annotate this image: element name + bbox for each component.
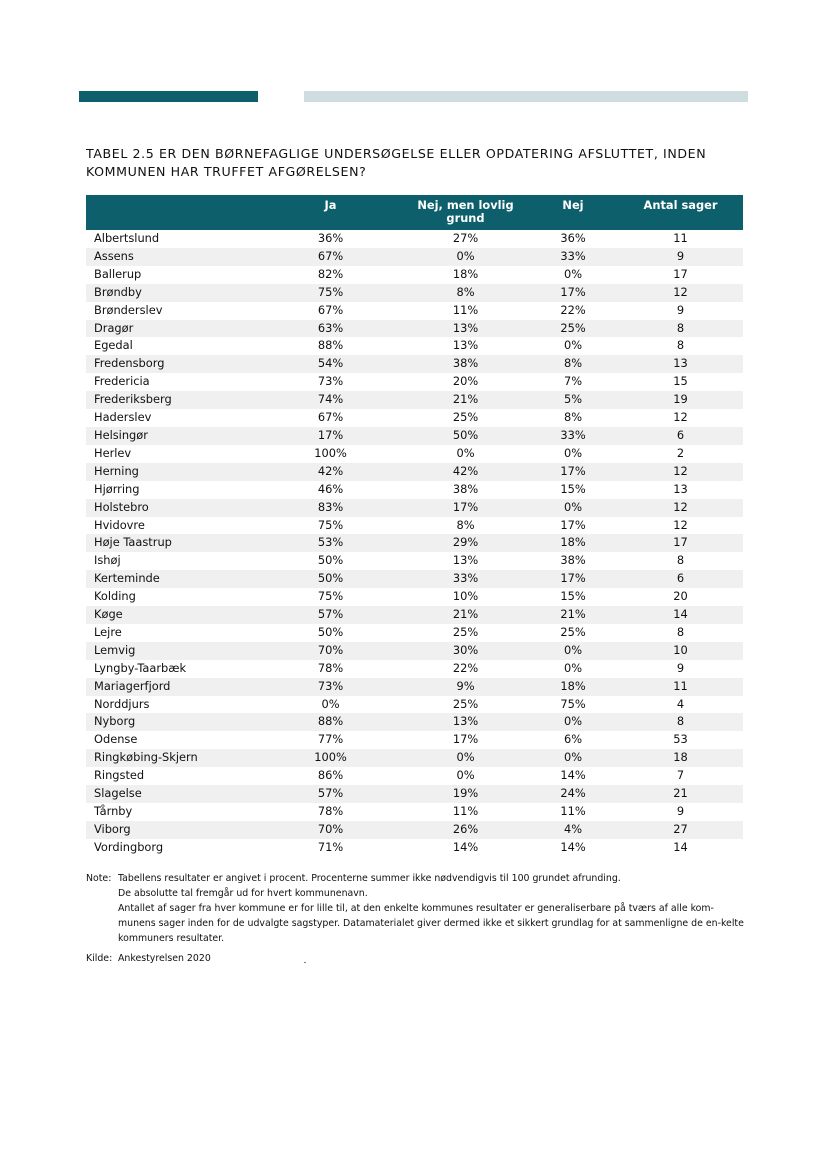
ja-cell: 100% [314, 445, 347, 460]
nej-lovlig-cell: 25% [452, 410, 479, 425]
antal-cell: 15 [673, 374, 688, 389]
results-table [86, 195, 743, 857]
municipality-cell: Mariagerfjord [86, 678, 258, 696]
table-row [86, 302, 743, 320]
nej-cell: 0% [528, 499, 618, 517]
ja-cell: 74% [258, 391, 403, 409]
table-row [86, 588, 743, 606]
nej-cell: 75% [560, 696, 586, 711]
municipality-cell: Nyborg [86, 713, 258, 731]
antal-cell: 8 [618, 320, 743, 338]
ja-cell: 50% [258, 570, 403, 588]
table-row [86, 696, 743, 714]
table-row [86, 481, 743, 499]
municipality-cell: Hvidovre [94, 517, 145, 532]
antal-cell: 12 [673, 410, 688, 425]
table-row [86, 391, 743, 409]
nej-cell: 25% [528, 320, 618, 338]
nej-cell: 18% [528, 534, 618, 552]
nej-lovlig-cell: 17% [403, 499, 528, 517]
table-row [86, 499, 743, 517]
antal-cell: 8 [676, 338, 685, 353]
ja-cell: 50% [317, 624, 344, 639]
table-row [86, 839, 743, 857]
municipality-cell: Odense [94, 732, 138, 747]
ja-cell: 42% [258, 463, 403, 481]
table-row [86, 445, 743, 463]
table-title-line: TABEL 2.5 ER DEN BØRNEFAGLIGE UNDERSØGELSE ELLER OPDATERING AFSLUTTET, INDEN [86, 146, 707, 161]
antal-cell: 17 [618, 534, 743, 552]
nej-lovlig-cell: 26% [403, 821, 528, 839]
municipality-cell: Holstebro [86, 499, 258, 517]
nej-cell: 22% [560, 302, 586, 317]
nej-lovlig-cell: 13% [452, 553, 479, 568]
table-row [86, 427, 743, 445]
table-row [86, 642, 743, 660]
municipality-cell: Kerteminde [86, 570, 258, 588]
antal-cell: 14 [618, 606, 743, 624]
antal-cell: 11 [618, 678, 743, 696]
antal-cell: 13 [673, 481, 688, 496]
antal-cell: 27 [618, 821, 743, 839]
header-ja: Ja [258, 195, 403, 230]
nej-cell: 17% [528, 284, 618, 302]
nej-lovlig-cell: 29% [403, 534, 528, 552]
nej-cell: 24% [528, 785, 618, 803]
antal-cell: 9 [618, 248, 743, 266]
ja-cell: 63% [258, 320, 403, 338]
antal-cell: 7 [676, 768, 685, 783]
nej-lovlig-cell: 13% [403, 320, 528, 338]
nej-lovlig-cell: 11% [452, 804, 479, 818]
table-row [86, 373, 743, 391]
antal-cell: 13 [618, 355, 743, 373]
table-row [86, 713, 743, 731]
ja-cell: 78% [317, 804, 344, 818]
table-row [86, 534, 743, 552]
municipality-cell: Helsingør [86, 427, 258, 445]
header-municipality [86, 195, 258, 230]
ja-cell: 67% [317, 302, 344, 317]
nej-cell: 0% [563, 338, 583, 353]
table-row [86, 731, 743, 749]
nej-lovlig-cell: 18% [452, 266, 479, 281]
table-title-line: KOMMUNEN HAR TRUFFET AFGØRELSEN? [86, 164, 367, 179]
municipality-cell: Køge [86, 606, 258, 624]
municipality-cell: Albertslund [94, 231, 160, 245]
ja-cell: 67% [258, 248, 403, 266]
nej-lovlig-cell: 0% [403, 248, 528, 266]
notes-section [86, 871, 746, 966]
municipality-cell: Lyngby-Taarbæk [94, 660, 187, 675]
header-nej: Nej [528, 195, 618, 230]
ja-cell: 86% [317, 768, 344, 783]
nej-lovlig-cell: 25% [452, 696, 479, 711]
nej-lovlig-cell: 14% [452, 839, 479, 854]
table-row [86, 624, 743, 642]
nej-cell: 17% [528, 463, 618, 481]
table-row [86, 248, 743, 266]
municipality-cell: Egedal [94, 338, 133, 353]
nej-cell: 14% [560, 768, 586, 783]
table-row [86, 749, 743, 767]
ja-cell: 67% [317, 410, 344, 425]
table-row [86, 266, 743, 284]
table-row [86, 606, 743, 624]
municipality-cell: Dragør [86, 320, 258, 338]
nej-cell: 17% [528, 570, 618, 588]
table-row [86, 570, 743, 588]
ja-cell: 53% [258, 534, 403, 552]
nej-lovlig-cell: 10% [452, 589, 479, 604]
table-row [86, 284, 743, 302]
municipality-cell: Lejre [94, 624, 122, 639]
antal-cell: 6 [618, 570, 743, 588]
municipality-cell: Viborg [86, 821, 258, 839]
municipality-cell: Ishøj [94, 553, 121, 568]
ja-cell: 57% [258, 785, 403, 803]
nej-cell: 15% [560, 589, 586, 604]
ja-cell: 88% [258, 713, 403, 731]
nej-cell: 15% [560, 481, 586, 496]
header-light-bar [304, 91, 748, 102]
antal-cell: 18 [618, 749, 743, 767]
municipality-cell: Ballerup [94, 266, 142, 281]
nej-lovlig-cell: 38% [403, 355, 528, 373]
ja-cell: 83% [258, 499, 403, 517]
table-row [86, 409, 743, 427]
table-row [86, 821, 743, 839]
nej-cell: 36% [560, 231, 586, 245]
stray-mark [304, 962, 306, 963]
source-text: Ankestyrelsen 2020 [118, 953, 211, 964]
antal-cell: 8 [618, 713, 743, 731]
municipality-cell: Fredensborg [86, 355, 258, 373]
ja-cell: 57% [258, 606, 403, 624]
note [86, 871, 746, 946]
municipality-cell: Frederiksberg [86, 391, 258, 409]
ja-cell: 46% [317, 481, 344, 496]
antal-cell: 8 [676, 624, 685, 639]
ja-cell: 100% [258, 749, 403, 767]
nej-lovlig-cell: 30% [403, 642, 528, 660]
nej-cell: 18% [528, 678, 618, 696]
antal-cell: 4 [676, 696, 685, 711]
note-line: Tabellens resultater er angivet i procent. Procenterne summer ikke nødvendigvis til 100 grundet afrunding. [118, 873, 621, 884]
table-row [86, 785, 743, 803]
ja-cell: 82% [317, 266, 344, 281]
municipality-cell: Hjørring [94, 481, 140, 496]
municipality-cell: Herlev [94, 445, 132, 460]
nej-lovlig-cell: 38% [452, 481, 479, 496]
antal-cell: 17 [673, 266, 688, 281]
antal-cell: 8 [676, 553, 685, 568]
table-body [86, 230, 743, 857]
ja-cell: 50% [317, 553, 344, 568]
header-accent-bar [79, 91, 258, 102]
nej-lovlig-cell: 0% [403, 749, 528, 767]
nej-lovlig-cell: 27% [452, 231, 479, 245]
nej-cell: 0% [563, 445, 583, 460]
antal-cell: 12 [618, 284, 743, 302]
ja-cell: 0% [321, 696, 340, 711]
note-line: De absolutte tal fremgår ud for hvert kommunenavn. [118, 888, 368, 899]
nej-cell: 8% [563, 410, 583, 425]
ja-cell: 70% [258, 821, 403, 839]
nej-cell: 17% [560, 517, 586, 532]
table-row [86, 320, 743, 338]
source-label: Kilde: [86, 953, 113, 964]
table-row [86, 803, 743, 821]
ja-cell: 73% [317, 374, 344, 389]
note-body [118, 871, 746, 946]
nej-lovlig-cell: 21% [403, 606, 528, 624]
antal-cell: 12 [618, 499, 743, 517]
nej-cell: 0% [528, 713, 618, 731]
municipality-cell: Herning [86, 463, 258, 481]
nej-cell: 7% [563, 374, 583, 389]
municipality-cell: Kolding [94, 589, 136, 604]
nej-lovlig-cell: 0% [456, 768, 475, 783]
table-row [86, 517, 743, 535]
table-row [86, 678, 743, 696]
municipality-cell: Brøndby [86, 284, 258, 302]
nej-lovlig-cell: 33% [403, 570, 528, 588]
table-row [86, 552, 743, 570]
nej-cell: 21% [528, 606, 618, 624]
source [86, 951, 746, 966]
antal-cell: 19 [618, 391, 743, 409]
note-label: Note: [86, 873, 112, 884]
nej-lovlig-cell: 11% [452, 302, 479, 317]
table-title [86, 145, 746, 181]
municipality-cell: Tårnby [94, 804, 133, 818]
nej-lovlig-cell: 13% [452, 338, 479, 353]
municipality-cell: Lemvig [86, 642, 258, 660]
municipality-cell: Vordingborg [94, 839, 164, 854]
nej-lovlig-cell: 22% [452, 660, 479, 675]
note-line: Antallet af sager fra hver kommune er for lille til, at den enkelte kommunes resultater er generaliserbare på tværs af alle kom-munens sager inden for de udvalgte sagstyper. Datamaterialet giver dermed ikke et sikkert grundlag for at sammenligne de en-kelte kommuners resultater. [118, 903, 744, 944]
nej-cell: 11% [560, 804, 586, 818]
municipality-cell: Fredericia [94, 374, 150, 389]
nej-cell: 0% [563, 266, 583, 281]
nej-lovlig-cell: 8% [456, 517, 475, 532]
nej-cell: 14% [560, 839, 586, 854]
antal-cell: 12 [618, 463, 743, 481]
nej-lovlig-cell: 25% [452, 624, 479, 639]
nej-lovlig-cell: 0% [456, 445, 475, 460]
municipality-cell: Slagelse [86, 785, 258, 803]
antal-cell: 9 [676, 804, 685, 818]
nej-lovlig-cell: 50% [403, 427, 528, 445]
antal-cell: 12 [673, 517, 688, 532]
ja-cell: 73% [258, 678, 403, 696]
nej-cell: 0% [528, 749, 618, 767]
table-row [86, 660, 743, 678]
ja-cell: 75% [317, 517, 344, 532]
antal-cell: 2 [676, 445, 685, 460]
municipality-cell: Brønderslev [94, 302, 163, 317]
table-row [86, 230, 743, 248]
table-row [86, 463, 743, 481]
nej-cell: 25% [560, 624, 586, 639]
municipality-cell: Høje Taastrup [86, 534, 258, 552]
ja-cell: 75% [317, 589, 344, 604]
ja-cell: 88% [317, 338, 344, 353]
ja-cell: 78% [317, 660, 344, 675]
municipality-cell: Assens [86, 248, 258, 266]
antal-cell: 10 [618, 642, 743, 660]
antal-cell: 53 [673, 732, 688, 747]
nej-cell: 5% [528, 391, 618, 409]
nej-lovlig-cell: 8% [403, 284, 528, 302]
nej-lovlig-cell: 13% [403, 713, 528, 731]
ja-cell: 54% [258, 355, 403, 373]
nej-cell: 6% [563, 732, 583, 747]
nej-cell: 0% [528, 642, 618, 660]
antal-cell: 21 [618, 785, 743, 803]
nej-lovlig-cell: 9% [403, 678, 528, 696]
table-row [86, 767, 743, 785]
nej-cell: 38% [560, 553, 586, 568]
municipality-cell: Haderslev [94, 410, 152, 425]
ja-cell: 77% [317, 732, 344, 747]
nej-lovlig-cell: 42% [403, 463, 528, 481]
antal-cell: 20 [673, 589, 688, 604]
antal-cell: 6 [618, 427, 743, 445]
nej-cell: 33% [528, 427, 618, 445]
header-antal-sager: Antal sager [618, 195, 743, 230]
table-row [86, 337, 743, 355]
table-header-row [86, 195, 743, 230]
nej-cell: 0% [563, 660, 583, 675]
ja-cell: 75% [258, 284, 403, 302]
antal-cell: 11 [673, 231, 688, 245]
antal-cell: 9 [676, 660, 685, 675]
nej-lovlig-cell: 20% [452, 374, 479, 389]
nej-lovlig-cell: 21% [403, 391, 528, 409]
nej-lovlig-cell: 17% [452, 732, 479, 747]
antal-cell: 9 [676, 302, 685, 317]
nej-cell: 4% [528, 821, 618, 839]
header-nej-lovlig-grund: Nej, men lovlig grund [403, 195, 528, 230]
nej-cell: 33% [528, 248, 618, 266]
municipality-cell: Ringsted [94, 768, 145, 783]
municipality-cell: Ringkøbing-Skjern [86, 749, 258, 767]
nej-cell: 8% [528, 355, 618, 373]
ja-cell: 71% [317, 839, 344, 854]
ja-cell: 17% [258, 427, 403, 445]
municipality-cell: Norddjurs [94, 696, 150, 711]
ja-cell: 70% [258, 642, 403, 660]
antal-cell: 14 [673, 839, 688, 854]
nej-lovlig-cell: 19% [403, 785, 528, 803]
ja-cell: 36% [317, 231, 344, 245]
table-row [86, 355, 743, 373]
